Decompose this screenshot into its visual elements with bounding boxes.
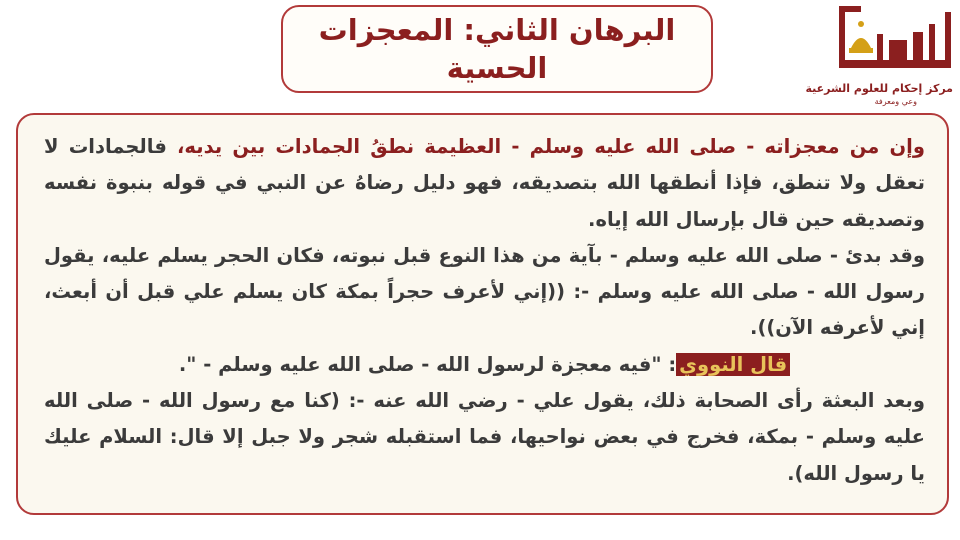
content-box	[16, 113, 949, 515]
logo-tagline: وعي ومعرفة	[874, 97, 917, 106]
slide-title: البرهان الثاني: المعجزات الحسية	[318, 13, 676, 85]
paragraph-1	[44, 129, 925, 238]
paragraph-3	[44, 347, 925, 383]
paragraph-1-lead: وإن من معجزاته - صلى الله عليه وسلم - العظيمة نطقُ الجمادات بين يديه،	[166, 135, 925, 158]
slide-title-box	[281, 5, 713, 93]
quote-text: : "فيه معجزة لرسول الله - صلى الله عليه وسلم - ".	[178, 352, 677, 376]
ihkam-logo-mark	[837, 4, 955, 74]
paragraph-4: وبعد البعثة رأى الصحابة ذلك، يقول علي - رضي الله عنه -: (كنا مع رسول الله - صلى الله عليه وسلم - بمكة، فخرج في بعض نواحيها، فما استقبله شجر ولا جبل إلا قال: السلام عليك يا رسول الله).	[44, 389, 925, 485]
quote-label: قال النووي	[676, 353, 790, 376]
paragraph-1-rest: فالجمادات لا تعقل ولا تنطق، فإذا أنطقها الله بتصديقه، فهو دليل رضاهُ عن النبي في قوله بنبوة نفسه وتصديقه حين قال بإرسال الله إياه.	[44, 135, 925, 231]
logo	[805, 4, 957, 106]
paragraph-2: وقد بدئ - صلى الله عليه وسلم - بآية من هذا النوع قبل نبوته، فكان الحجر يسلم عليه، يقول رسول الله - صلى الله عليه وسلم -: ((إني لأعرف حجراً بمكة كان يسلم علي قبل أن أبعث، إني لأعرفه الآن)).	[44, 243, 925, 340]
logo-name: مركز إحكام للعلوم الشرعية	[805, 82, 953, 95]
